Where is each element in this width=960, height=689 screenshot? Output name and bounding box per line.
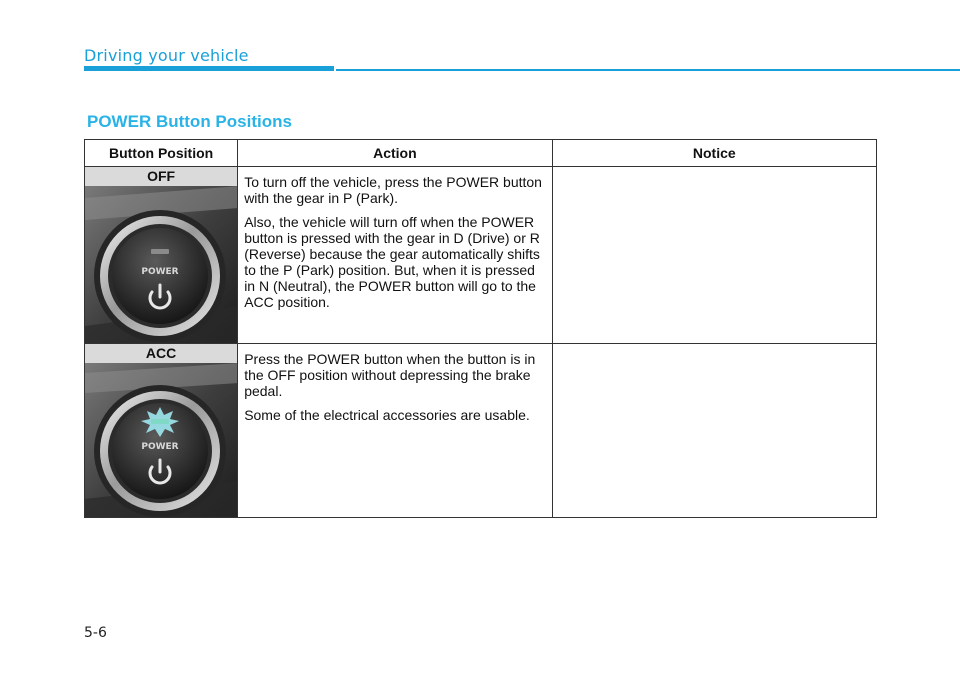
page-number: 5-6 [84,625,107,641]
action-cell-off [238,167,552,344]
power-positions-table [84,139,877,518]
button-text-off: POWER [141,267,179,277]
header-rule-thick [84,66,334,71]
position-cell-off [85,167,238,344]
notice-cell-acc [552,344,876,518]
power-button-acc-image [85,363,237,517]
action-off-p2: Also, the vehicle will turn off when the POWER button is pressed with the gear in D (Drive) or R (Reverse) because the gear automatically shifts to the P (Park) position. But, when it is pressed in N (Neutral), the POWER button will go to the ACC position. [244,214,540,310]
action-cell-acc [238,344,552,518]
header-notice: Notice [552,140,876,167]
notice-cell-off [552,167,876,344]
position-label-acc: ACC [85,344,237,363]
power-button-off-image [85,186,237,343]
section-title: Driving your vehicle [84,46,249,65]
page-heading: POWER Button Positions [87,112,292,131]
action-acc-p2: Some of the electrical accessories are usable. [244,407,530,423]
button-text-acc: POWER [141,442,179,452]
action-off-p1: To turn off the vehicle, press the POWER button with the gear in P (Park). [244,174,542,206]
table-header-row [85,140,877,167]
position-label-off: OFF [85,167,237,186]
position-cell-acc [85,344,238,518]
action-acc-p1: Press the POWER button when the button is in the OFF position without depressing the brake pedal. [244,351,536,399]
header-rule-thin [336,69,960,71]
table-row [85,344,877,518]
header-action: Action [238,140,552,167]
table-row [85,167,877,344]
header-button-position: Button Position [85,140,238,167]
